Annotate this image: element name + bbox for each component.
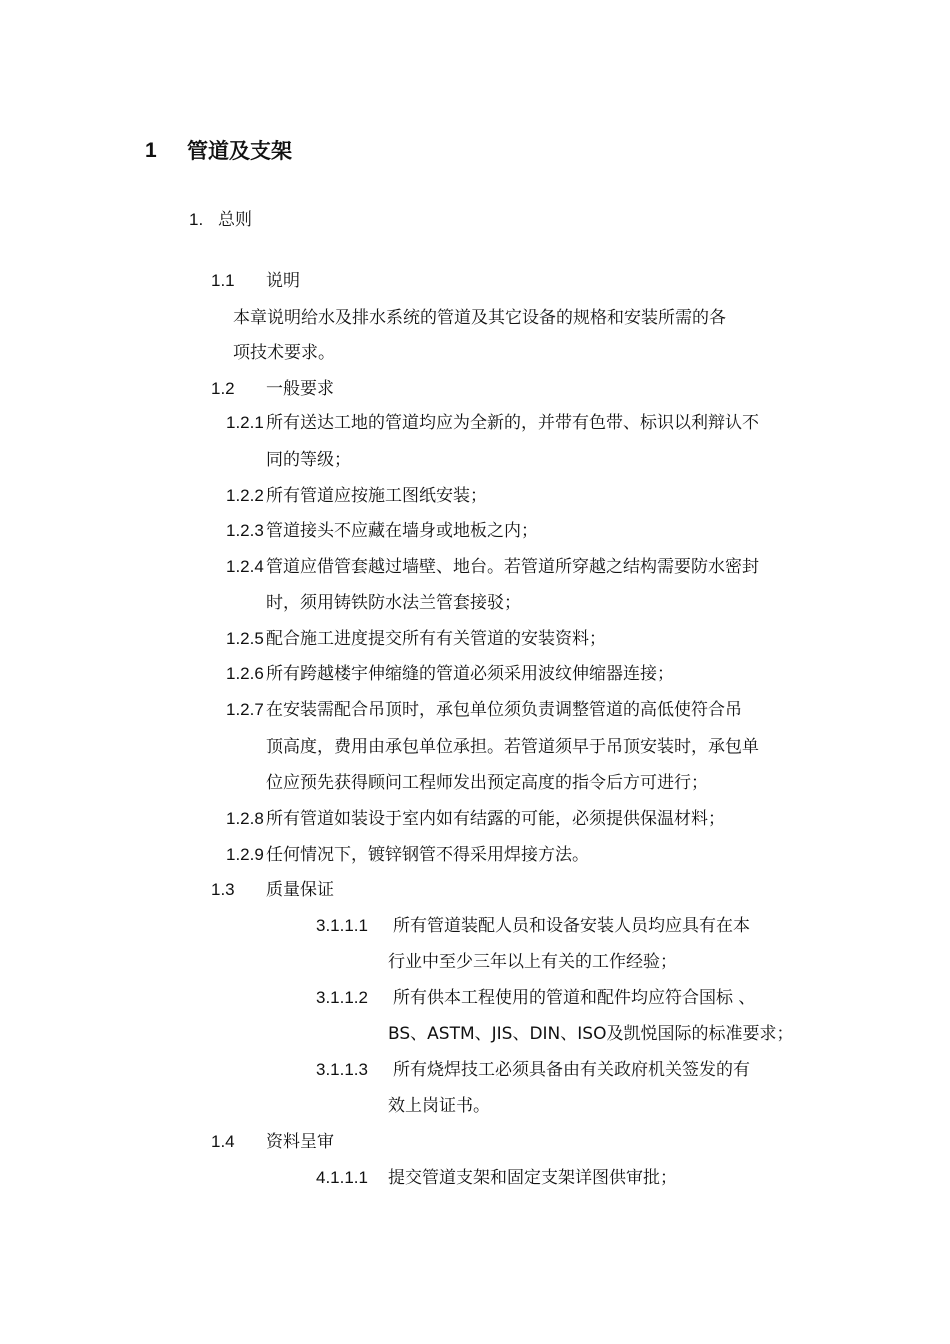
item-line: BS、ASTM、JIS、DIN、ISO及凯悦国际的标准要求； (388, 1024, 794, 1044)
subsection-number: 1.4 (211, 1132, 235, 1151)
item-line: 位应预先获得顾问工程师发出预定高度的指令后方可进行； (266, 773, 708, 793)
item-line: 顶高度，费用由承包单位承担。若管道须早于吊顶安装时，承包单 (266, 737, 759, 757)
item-line: 任何情况下，镀锌钢管不得采用焊接方法。 (266, 845, 589, 865)
item-number: 1.2.1 (226, 413, 264, 432)
item-number: 3.1.1.1 (316, 916, 368, 935)
section-number: 1. (189, 210, 204, 229)
section-title: 总则 (218, 210, 252, 230)
item-number: 1.2.5 (226, 629, 264, 648)
subsection-title: 一般要求 (266, 379, 334, 399)
item-line: 在安装需配合吊顶时，承包单位须负责调整管道的高低使符合吊 (266, 700, 742, 720)
subsection-title: 说明 (266, 271, 300, 291)
item-line: 同的等级； (266, 450, 351, 470)
item-line: 行业中至少三年以上有关的工作经验； (388, 952, 677, 972)
item-number: 3.1.1.3 (316, 1060, 368, 1079)
item-number: 1.2.8 (226, 809, 264, 828)
item-line: 管道接头不应藏在墙身或地板之内； (266, 521, 538, 541)
item-number: 1.2.3 (226, 521, 264, 540)
paragraph-line: 项技术要求。 (233, 343, 335, 363)
paragraph-line: 本章说明给水及排水系统的管道及其它设备的规格和安装所需的各 (233, 308, 726, 328)
item-line: 所有供本工程使用的管道和配件均应符合国标 、 (393, 988, 756, 1008)
item-number: 1.2.7 (226, 700, 264, 719)
item-line: 管道应借管套越过墙壁、地台。若管道所穿越之结构需要防水密封 (266, 557, 759, 577)
item-line: 提交管道支架和固定支架详图供审批； (388, 1168, 677, 1188)
subsection-title: 资料呈审 (266, 1132, 334, 1152)
item-line: 配合施工进度提交所有有关管道的安装资料； (266, 629, 606, 649)
item-line: 所有管道装配人员和设备安装人员均应具有在本 (393, 916, 750, 936)
item-number: 4.1.1.1 (316, 1168, 368, 1187)
item-number: 1.2.2 (226, 486, 264, 505)
subsection-title: 质量保证 (266, 880, 334, 900)
item-line: 所有跨越楼宇伸缩缝的管道必须采用波纹伸缩器连接； (266, 664, 674, 684)
item-line: 效上岗证书。 (388, 1096, 490, 1116)
item-line: 所有管道应按施工图纸安装； (266, 486, 487, 506)
item-number: 1.2.9 (226, 845, 264, 864)
subsection-number: 1.2 (211, 379, 235, 398)
item-line: 所有送达工地的管道均应为全新的，并带有色带、标识以利辩认不 (266, 413, 759, 433)
item-number: 1.2.4 (226, 557, 264, 576)
chapter-number: 1 (145, 139, 157, 162)
item-line: 所有烧焊技工必须具备由有关政府机关签发的有 (393, 1060, 750, 1080)
item-number: 1.2.6 (226, 664, 264, 683)
item-line: 时，须用铸铁防水法兰管套接驳； (266, 593, 521, 613)
item-line: 所有管道如装设于室内如有结露的可能，必须提供保温材料； (266, 809, 725, 829)
chapter-title: 管道及支架 (187, 139, 292, 163)
subsection-number: 1.3 (211, 880, 235, 899)
subsection-number: 1.1 (211, 271, 235, 290)
item-number: 3.1.1.2 (316, 988, 368, 1007)
